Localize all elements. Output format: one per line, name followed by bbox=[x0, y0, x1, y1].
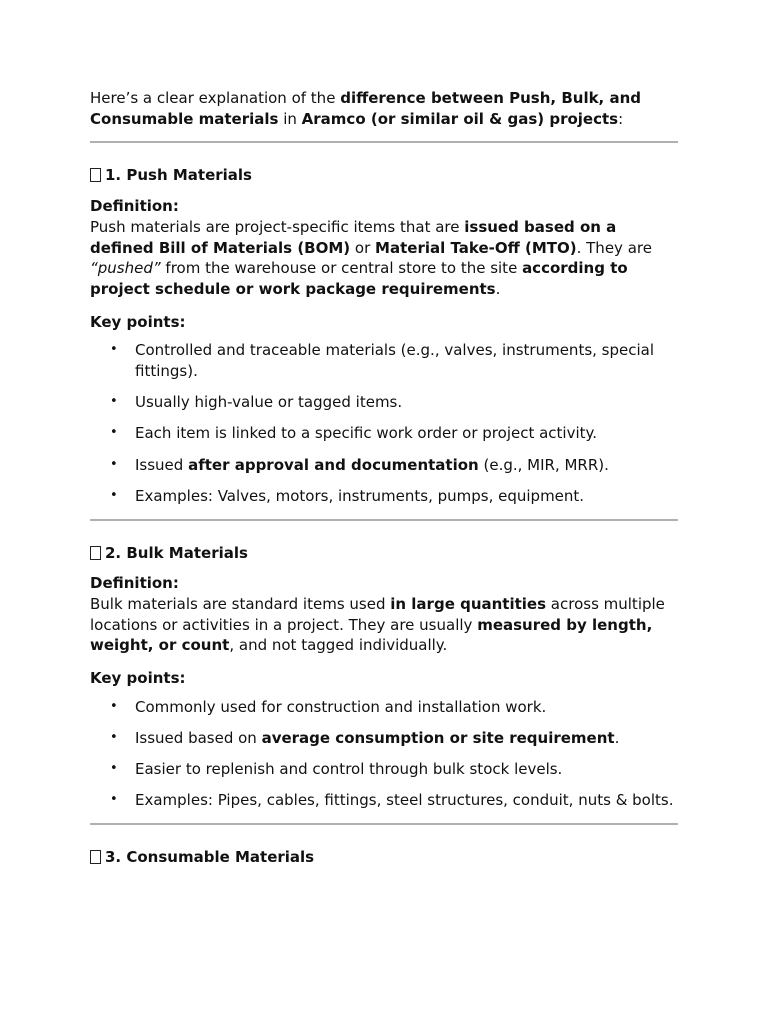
divider bbox=[90, 823, 678, 825]
definition-text: across multiple locations or activities in a project. They are usually bbox=[90, 594, 665, 634]
intro-text: in bbox=[278, 109, 302, 128]
list-item-text: . bbox=[614, 728, 620, 747]
list-item-bold: average consumption or site requirement bbox=[261, 728, 615, 747]
list-item-text: Issued bbox=[135, 455, 189, 474]
list-item: • Examples: Pipes, cables, fittings, steel structures, conduit, nuts & bolts. bbox=[90, 790, 678, 811]
list-item: • Easier to replenish and control through bulk stock levels. bbox=[90, 759, 678, 780]
intro-paragraph bbox=[90, 88, 678, 129]
definition-bold: Material Take-Off (MTO) bbox=[375, 238, 577, 257]
list-item bbox=[90, 455, 678, 476]
key-points-list bbox=[90, 340, 678, 506]
list-item: • Commonly used for construction and installation work. bbox=[90, 697, 678, 718]
definition-paragraph bbox=[90, 217, 678, 300]
section-title: 1. Push Materials bbox=[105, 166, 252, 185]
intro-text: : bbox=[618, 109, 624, 128]
key-points-list bbox=[90, 697, 678, 811]
section-title: 3. Consumable Materials bbox=[105, 848, 315, 867]
definition-italic: “pushed” bbox=[90, 259, 161, 278]
divider bbox=[90, 519, 678, 521]
definition-text: from the warehouse or central store to the site bbox=[160, 259, 523, 278]
intro-bold-context: Aramco (or similar oil & gas) projects bbox=[301, 109, 619, 128]
missing-glyph-icon bbox=[90, 168, 101, 182]
intro-text: Here’s a clear explanation of the bbox=[90, 89, 341, 107]
definition-bold: according to project schedule or work package requirements bbox=[90, 259, 628, 298]
definition-bold: in large quantities bbox=[390, 594, 547, 613]
divider bbox=[90, 141, 678, 143]
intro-bold-topic: difference between Push, Bulk, and Consumable materials bbox=[90, 89, 642, 128]
definition-label: Definition: bbox=[90, 574, 179, 593]
list-item-bold: after approval and documentation bbox=[188, 455, 479, 474]
list-item-text: (e.g., MIR, MRR). bbox=[478, 455, 609, 474]
missing-glyph-icon bbox=[90, 546, 101, 560]
list-item: • Examples: Valves, motors, instruments, pumps, equipment. bbox=[90, 486, 678, 507]
list-item: • Each item is linked to a specific work order or project activity. bbox=[90, 423, 678, 444]
section-heading-consumable bbox=[90, 847, 678, 868]
definition-text: or bbox=[350, 238, 376, 257]
definition-label: Definition: bbox=[90, 197, 179, 216]
section-heading-push bbox=[90, 165, 678, 186]
definition-text: Bulk materials are standard items used bbox=[90, 594, 391, 613]
key-points-label: Key points: bbox=[90, 669, 186, 688]
list-item: • Usually high-value or tagged items. bbox=[90, 392, 678, 413]
missing-glyph-icon bbox=[90, 850, 101, 864]
key-points-label: Key points: bbox=[90, 312, 186, 331]
definition-text: , and not tagged individually. bbox=[229, 636, 448, 655]
definition-bold: measured by length, weight, or count bbox=[90, 615, 653, 655]
definition-text: . They are bbox=[576, 238, 652, 257]
list-item: • Controlled and traceable materials (e.g., valves, instruments, special fittings). bbox=[90, 340, 678, 381]
definition-text: Push materials are project-specific items that are bbox=[90, 217, 465, 236]
list-item bbox=[90, 728, 678, 749]
definition-paragraph bbox=[90, 594, 678, 656]
section-heading-bulk bbox=[90, 543, 678, 564]
list-item-text: Issued based on bbox=[135, 728, 262, 747]
definition-text: . bbox=[495, 279, 501, 298]
section-title: 2. Bulk Materials bbox=[105, 543, 248, 562]
definition-bold: issued based on a defined Bill of Materials (BOM) bbox=[90, 217, 617, 257]
